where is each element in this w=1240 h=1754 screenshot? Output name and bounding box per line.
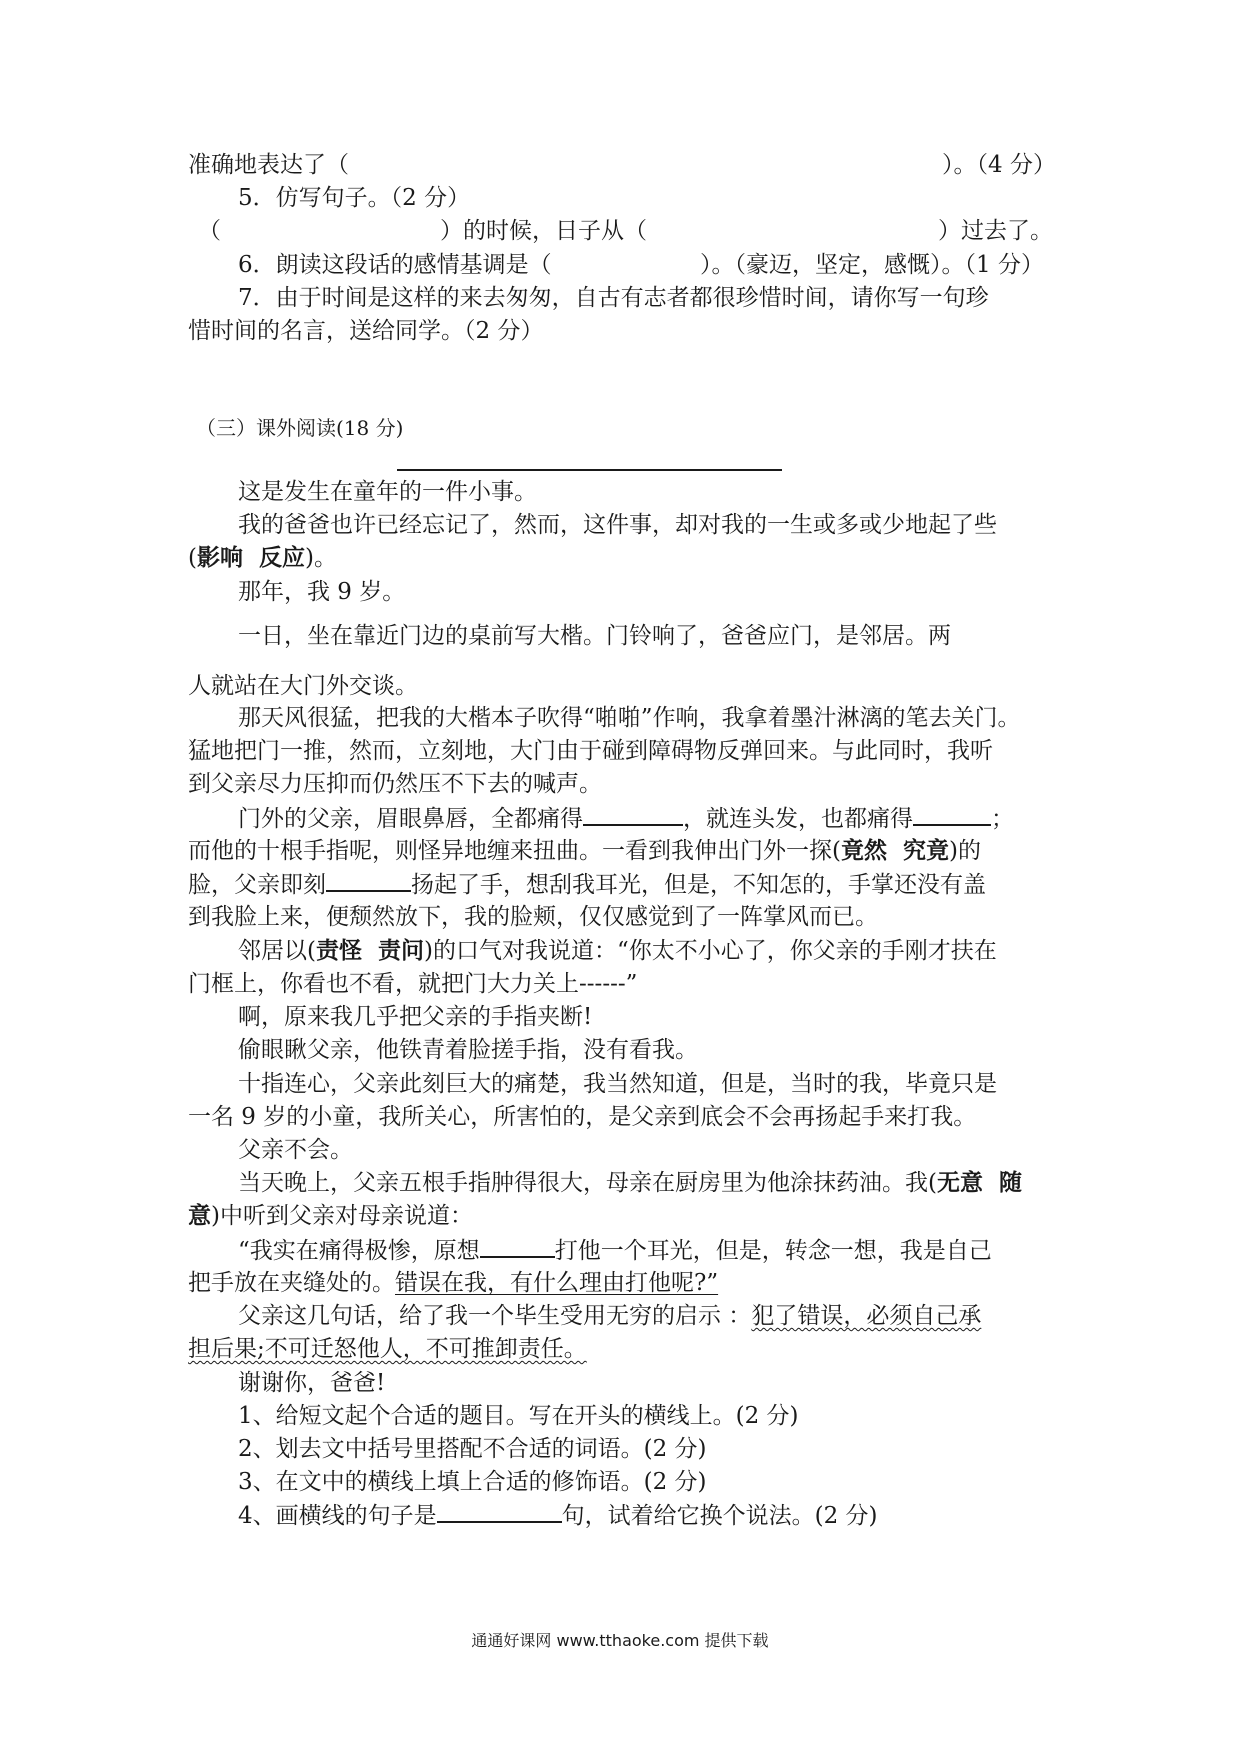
fill-blank-3[interactable] xyxy=(326,868,411,892)
para-10-line1: 十指连心，父亲此刻巨大的痛楚，我当然知道，但是，当时的我，毕竟只是 xyxy=(238,1071,997,1097)
para-12-line1: 当天晚上，父亲五根手指肿得很大，母亲在厨房里为他涂抹药油。我(无意 随 xyxy=(238,1169,1022,1196)
question-6-start: 6．朗读这段话的感情基调是（ xyxy=(238,252,552,278)
word-choice-4a: 无意 随 xyxy=(936,1169,1022,1196)
para-5-line1: 那天风很猛，把我的大楷本子吹得“啪啪”作响，我拿着墨汁淋漓的笔去关门。 xyxy=(238,705,1021,731)
para-8: 啊，原来我几乎把父亲的手指夹断! xyxy=(238,1004,593,1030)
para-12-line2: 意)中听到父亲对母亲说道： xyxy=(188,1202,473,1229)
para-4-line1: 一日，坐在靠近门边的桌前写大楷。门铃响了，爸爸应门，是邻居。两 xyxy=(238,623,951,649)
footer-text: 通通好课网 www.tthaoke.com 提供下载 xyxy=(471,1631,769,1650)
fill-blank-1[interactable] xyxy=(583,802,683,826)
q5-end: ）过去了。 xyxy=(938,218,1053,244)
para-2-line1: 我的爸爸也许已经忘记了，然而，这件事，却对我的一生或多或少地起了些 xyxy=(238,512,997,538)
para-7-line2: 门框上，你看也不看，就把门大力关上------” xyxy=(188,971,638,997)
para-13-line1: “我实在痛得极惨，原想 打他一个耳光，但是，转念一想，我是自己 xyxy=(238,1234,992,1267)
para-6-line4: 到我脸上来，便颓然放下，我的脸颊，仅仅感觉到了一阵掌风而已。 xyxy=(188,904,878,930)
para-10-line2: 一名 9 岁的小童，我所关心，所害怕的，是父亲到底会不会再扬起手来打我。 xyxy=(188,1104,977,1130)
section-3-heading: （三）课外阅读(18 分) xyxy=(196,416,404,440)
question-7-line2: 惜时间的名言，送给同学。（2 分） xyxy=(188,318,544,344)
q4-line-end: 准确地表达了（ xyxy=(188,152,349,178)
para-15: 谢谢你，爸爸! xyxy=(238,1370,386,1396)
para-2-line2: (影响 反应)。 xyxy=(188,544,337,571)
wavy-sentence-1: 犯了错误，必须自己承 xyxy=(751,1303,982,1329)
para-11: 父亲不会。 xyxy=(238,1137,353,1163)
para-3: 那年，我 9 岁。 xyxy=(238,579,406,605)
fill-blank-2[interactable] xyxy=(913,802,991,826)
reading-question-1: 1、给短文起个合适的题目。写在开头的横线上。(2 分) xyxy=(238,1403,799,1429)
q5-paren-open: （ xyxy=(198,218,221,244)
q4-line-score: ）。（4 分） xyxy=(942,152,1056,178)
wavy-sentence-2: 担后果;不可迁怒他人，不可推卸责任。 xyxy=(188,1336,587,1362)
para-6-line1: 门外的父亲，眉眼鼻唇，全都痛得 ，就连头发，也都痛得 ； xyxy=(238,802,1014,835)
para-1: 这是发生在童年的一件小事。 xyxy=(238,479,537,505)
reading-question-2: 2、划去文中括号里搭配不合适的词语。(2 分) xyxy=(238,1436,707,1462)
fill-blank-4[interactable] xyxy=(480,1234,555,1258)
word-choice-1: 影响 反应 xyxy=(196,544,305,571)
title-blank-line xyxy=(397,469,782,471)
para-5-line2: 猛地把门一推，然而，立刻地，大门由于碰到障碍物反弹回来。与此同时，我听 xyxy=(188,738,993,764)
para-14-line2 xyxy=(188,1333,587,1365)
question-7-line1: 7．由于时间是这样的来去匆匆，自古有志者都很珍惜时间，请你写一句珍 xyxy=(238,285,989,311)
word-choice-3: 责怪 责问 xyxy=(315,937,424,964)
para-13-line2: 把手放在夹缝处的。错误在我，有什么理由打他呢?” xyxy=(188,1270,719,1296)
reading-question-3: 3、在文中的横线上填上合适的修饰语。(2 分) xyxy=(238,1469,707,1495)
q5-middle: ）的时候，日子从（ xyxy=(440,218,647,244)
para-14-line1: 父亲这几句话，给了我一个毕生受用无穷的启示 ：犯了错误，必须自己承 xyxy=(238,1303,982,1329)
question-6-end: ）。（豪迈，坚定，感慨）。（1 分） xyxy=(700,252,1044,278)
fill-blank-5[interactable] xyxy=(437,1499,562,1523)
para-5-line3: 到父亲尽力压抑而仍然压不下去的喊声。 xyxy=(188,771,602,797)
word-choice-2: 竟然 究竟 xyxy=(840,837,949,864)
word-choice-4b: 意 xyxy=(188,1202,211,1229)
para-9: 偷眼瞅父亲，他铁青着脸搓手指，没有看我。 xyxy=(238,1037,698,1063)
para-7-line1: 邻居以(责怪 责问)的口气对我说道：“你太不小心了，你父亲的手刚才扶在 xyxy=(238,937,997,964)
para-6-line3: 脸，父亲即刻 扬起了手，想刮我耳光，但是，不知怎的，手掌还没有盖 xyxy=(188,868,986,901)
para-6-line2: 而他的十根手指呢，则怪异地缠来扭曲。一看到我伸出门外一探(竟然 究竟)的 xyxy=(188,837,981,864)
reading-question-4: 4、画横线的句子是 句，试着给它换个说法。(2 分) xyxy=(238,1499,878,1532)
para-4-line2: 人就站在大门外交谈。 xyxy=(188,673,418,699)
underlined-sentence: 错误在我，有什么理由打他呢?” xyxy=(395,1270,719,1296)
question-5: 5．仿写句子。（2 分） xyxy=(238,185,471,211)
